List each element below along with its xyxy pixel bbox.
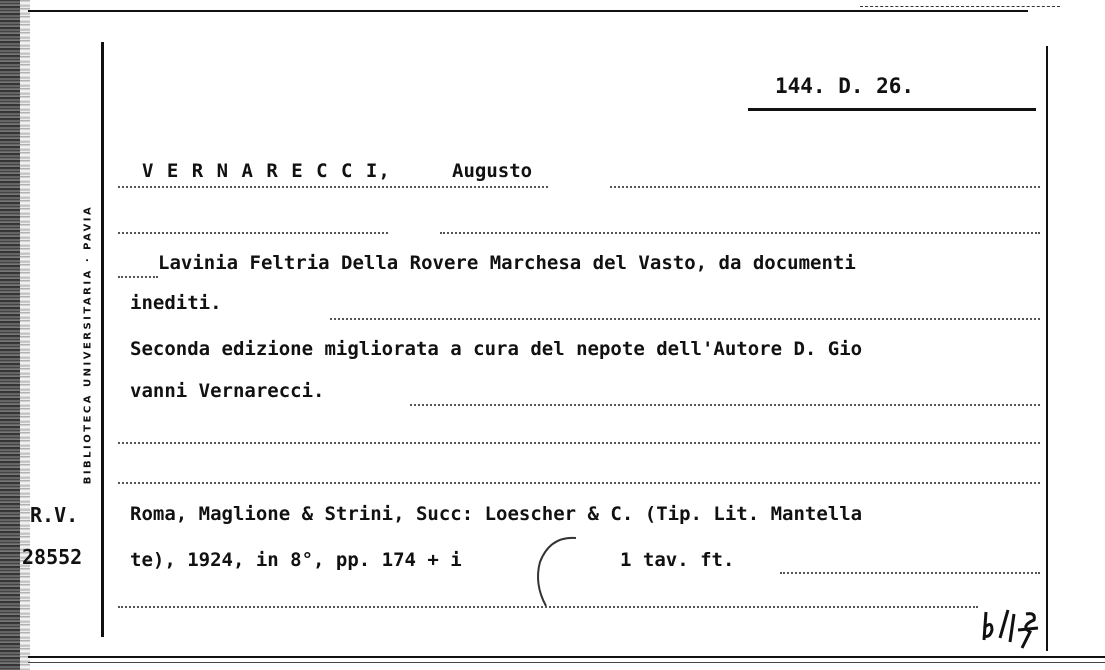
dotted-rule xyxy=(610,186,1040,188)
bottom-rule xyxy=(28,656,1105,658)
title-line-2: inediti. xyxy=(130,292,222,314)
edition-line-2: vanni Vernarecci. xyxy=(130,380,325,402)
top-rule-dashed xyxy=(860,6,1060,7)
library-stamp xyxy=(78,158,98,530)
top-rule xyxy=(28,10,1028,12)
imprint-line-1: Roma, Maglione & Strini, Succ: Loescher & C. (Tip. Lit. Mantella xyxy=(130,503,863,525)
shelfmark: 144. D. 26. xyxy=(775,74,915,98)
author-given-name: Augusto xyxy=(452,160,533,182)
dotted-rule xyxy=(118,276,158,278)
dotted-rule xyxy=(780,572,1040,574)
edition-line-1: Seconda edizione migliorata a cura del nepote dell'Autore D. Gio xyxy=(130,338,863,360)
dotted-rule xyxy=(118,232,388,234)
imprint-line-2b: 1 tav. ft. xyxy=(620,549,735,571)
dotted-rule xyxy=(118,606,978,608)
imprint-line-2a: te), 1924, in 8°, pp. 174 + i xyxy=(130,549,462,571)
left-margin-line xyxy=(101,42,104,637)
side-code-1: R.V. xyxy=(30,503,79,527)
dotted-rule xyxy=(118,442,1040,444)
dotted-rule xyxy=(118,186,548,188)
dotted-rule xyxy=(118,482,1040,484)
handwritten-signature xyxy=(980,600,1042,650)
dotted-rule xyxy=(410,404,1040,406)
card-edge xyxy=(0,0,20,670)
bottom-rule-secondary xyxy=(28,662,1105,663)
author-surname: V E R N A R E C C I, xyxy=(142,160,391,182)
title-line-1: Lavinia Feltria Della Rovere Marchesa del Vasto, da documenti xyxy=(158,252,856,274)
library-stamp-text: BIBLIOTECA UNIVERSITARIA · PAVIA xyxy=(82,204,94,484)
shelfmark-underline xyxy=(748,108,1036,111)
side-code-2: 28552 xyxy=(22,545,83,569)
dotted-rule xyxy=(330,318,1040,320)
dotted-rule xyxy=(440,232,1040,234)
pencil-bracket-mark xyxy=(520,532,580,610)
right-margin-line xyxy=(1046,46,1048,651)
card-edge-shadow xyxy=(20,0,30,670)
